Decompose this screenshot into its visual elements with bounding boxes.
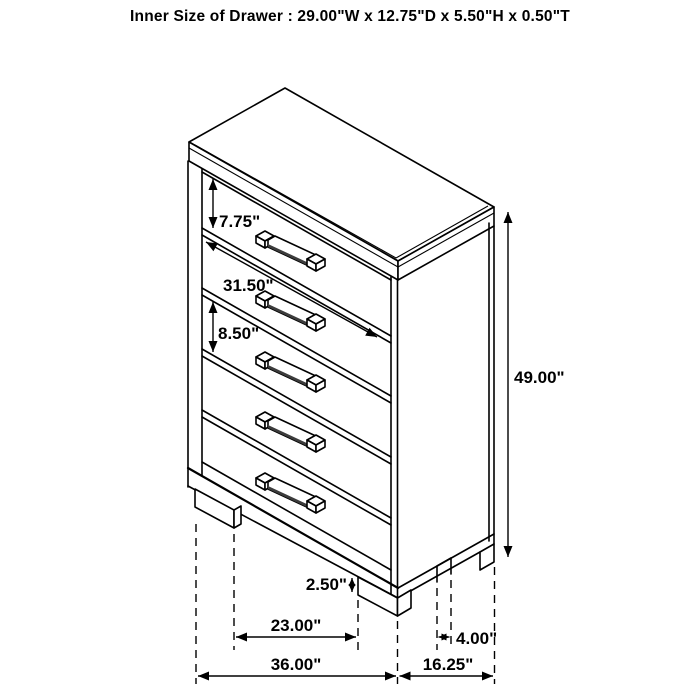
dimension-label: 7.75" <box>219 212 261 231</box>
dimension-label: 36.00" <box>270 655 322 674</box>
dimension-label: 8.50" <box>218 324 260 343</box>
dimension-label: 4.00" <box>456 629 498 648</box>
dimension-overall-width <box>198 655 396 676</box>
dimension-side-leg-notch <box>439 629 498 648</box>
dimension-label: 23.00" <box>270 616 322 635</box>
notch-top-edge <box>437 558 451 566</box>
front-right-leg-side <box>398 590 412 616</box>
front-left-leg <box>195 489 234 528</box>
dimension-leg-height <box>306 575 352 594</box>
dimension-label: 16.25" <box>422 655 474 674</box>
chest-legs <box>195 489 494 616</box>
dimension-overall-depth <box>400 655 494 676</box>
dimension-overall-height <box>508 212 565 557</box>
dimension-label: 49.00" <box>514 368 565 387</box>
drawer-5-handle <box>256 473 325 513</box>
dimension-front-leg-gap <box>236 616 356 637</box>
front-left-leg-side <box>234 506 241 528</box>
dimension-label: 31.50" <box>223 276 274 295</box>
drawer-handles <box>256 231 325 513</box>
dimension-label: 2.50" <box>305 575 347 594</box>
back-right-leg <box>480 544 494 570</box>
page-title: Inner Size of Drawer : 29.00"W x 12.75"D x 5.50"H x 0.50"T <box>130 8 570 25</box>
dimension-drawer-front-height <box>213 302 259 352</box>
